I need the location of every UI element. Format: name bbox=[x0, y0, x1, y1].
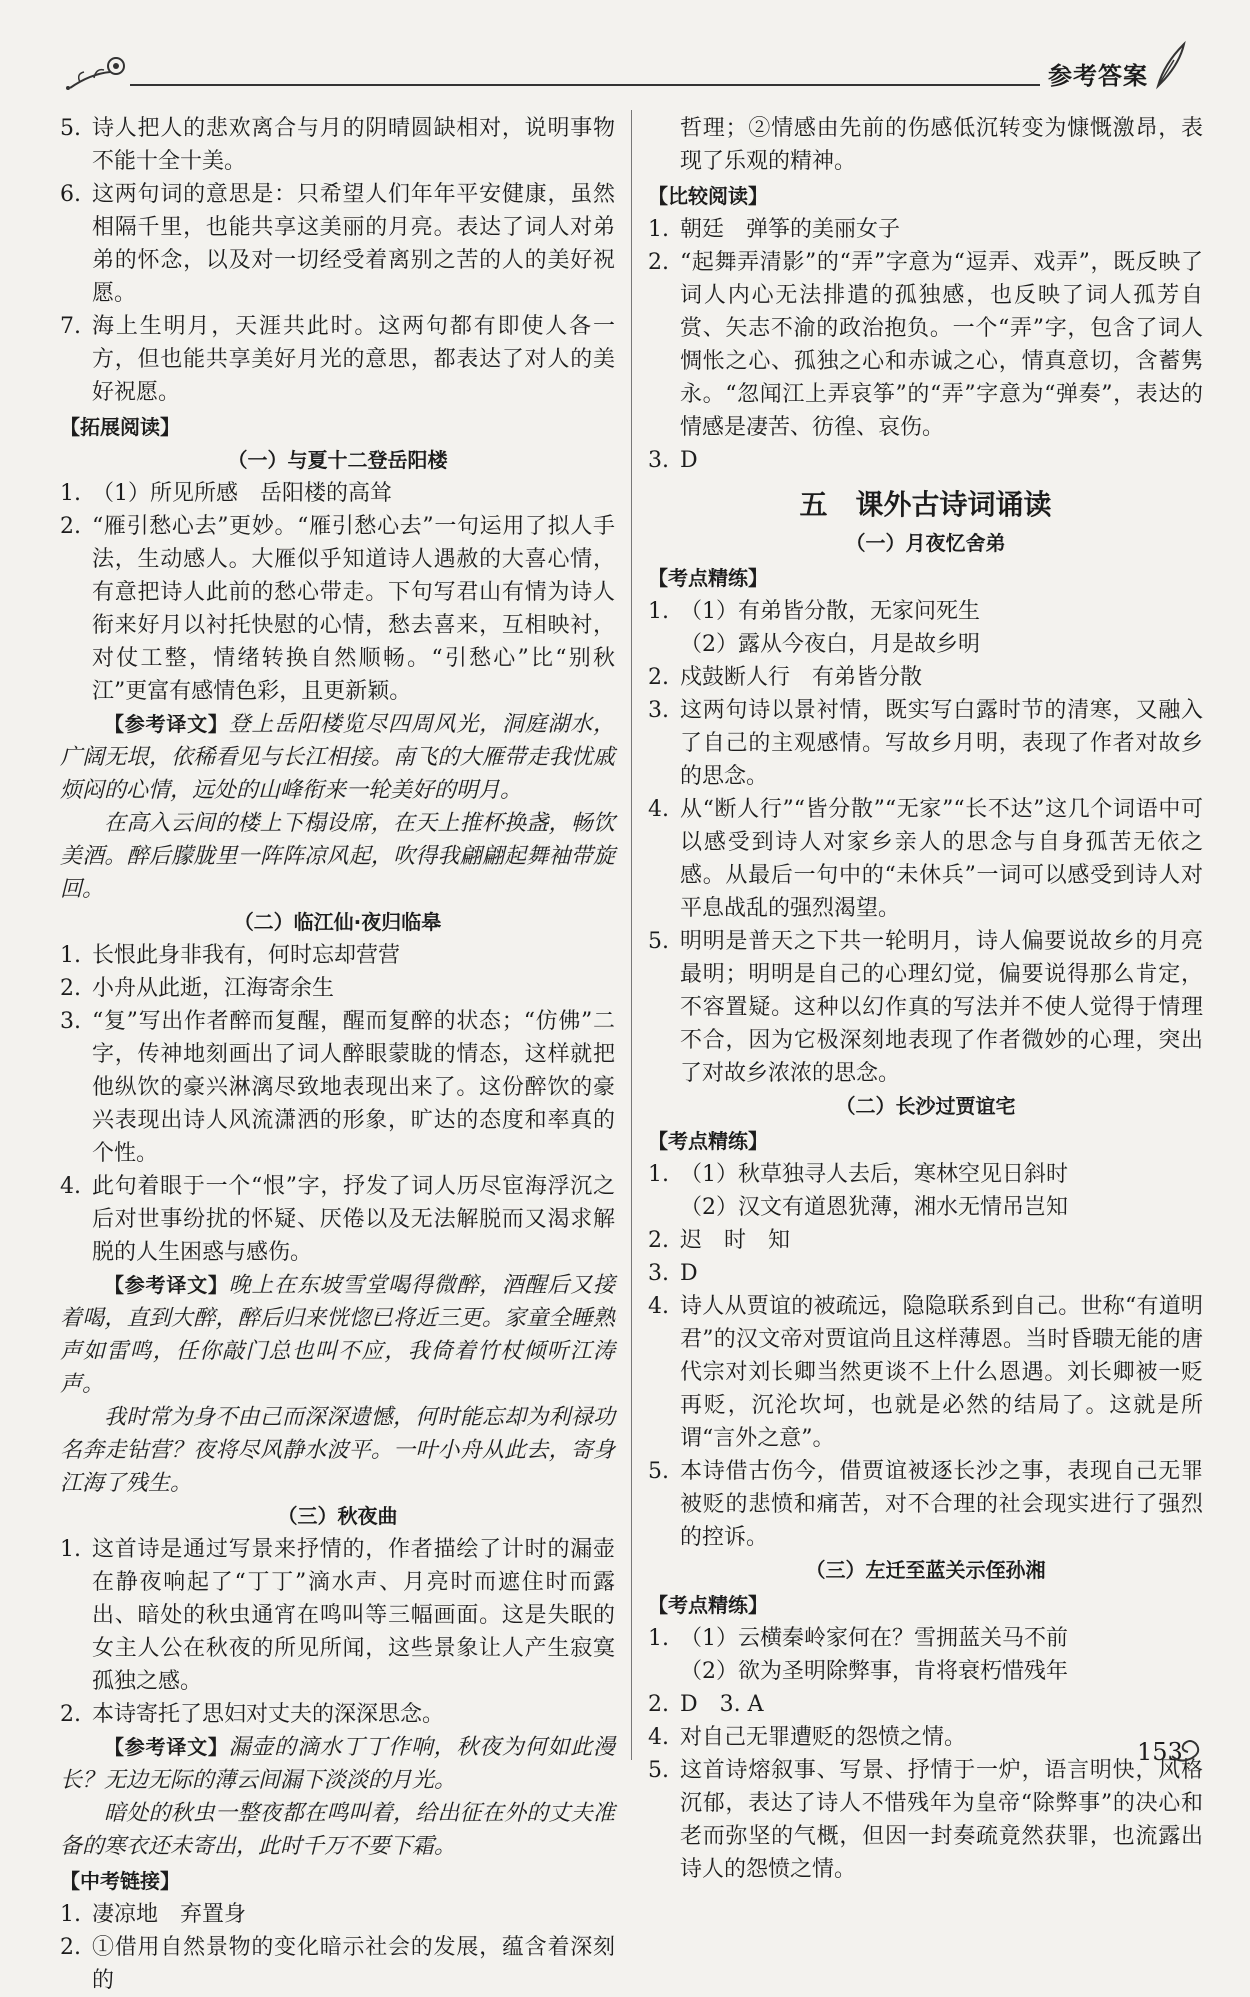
answer-item: 2. D 3. A bbox=[648, 1692, 764, 1717]
page-number: 153 bbox=[1137, 1738, 1183, 1766]
section-label-kaodian: 【考点精练】 bbox=[648, 1129, 768, 1153]
right-column bbox=[648, 112, 1203, 1886]
swirl-ornament-icon bbox=[1170, 1736, 1206, 1766]
answer-item: 4. 从“断人行”“皆分散”“无家”“长不达”这几个词语中可以感受到诗人对家乡亲人的思念与自身孤苦无依之感。从最后一句中的“未休兵”一词可以感受到诗人对平息战乱的强烈渴望。 bbox=[648, 797, 1203, 921]
subsection-title: （一）月夜忆舍弟 bbox=[845, 531, 1006, 555]
answer-item: 2. 小舟从此逝，江海寄余生 bbox=[60, 976, 335, 1001]
answer-item: 2. “雁引愁心去”更妙。“雁引愁心去”一句运用了拟人手法，生动感人。大雁似乎知道诗人遇赦的大喜心情，有意把诗人此前的愁心带走。下句写君山有情为诗人衔来好月以衬托快慰的心情，愁去喜来，互相映衬，对仗工整，情绪转换自然顺畅。“引愁心”比“别秋江”更富有感情色彩，且更新颖。 bbox=[60, 514, 615, 704]
header-rule bbox=[130, 84, 1040, 86]
answer-item: 4. 此句着眼于一个“恨”字，抒发了词人历尽宦海浮沉之后对世事纷扰的怀疑、厌倦以及无法解脱而又渴求解脱的人生困惑与感伤。 bbox=[60, 1174, 615, 1265]
page-title: 参考答案 bbox=[1048, 62, 1148, 90]
translation-paragraph: 【参考译文】登上岳阳楼览尽四周风光，洞庭湖水，广阔无垠，依稀看见与长江相接。南飞的大雁带走我忧戚烦闷的心情，远处的山峰衔来一轮美好的明月。 bbox=[60, 712, 615, 803]
answer-item: 1. （1）秋草独寻人去后，寒林空见日斜时 bbox=[648, 1162, 1068, 1187]
section-label-tuozhan: 【拓展阅读】 bbox=[60, 415, 180, 439]
answer-item: 2. “起舞弄清影”的“弄”字意为“逗弄、戏弄”，既反映了词人内心无法排遣的孤独感，也反映了词人孤芳自赏、矢志不渝的政治抱负。一个“弄”字，包含了词人惆怅之心、孤独之心和赤诚之心，情真意切，含蓄隽永。“忽闻江上弄哀筝”的“弄”字意为“弹奏”，表达的情感是凄苦、彷徨、哀伤。 bbox=[648, 250, 1203, 440]
translation-paragraph: 在高入云间的楼上下榻设席，在天上推杯换盏，畅饮美酒。醉后朦胧里一阵阵凉风起，吹得我翩翩起舞袖带旋回。 bbox=[60, 811, 615, 902]
flower-ornament-icon bbox=[60, 54, 130, 94]
page-header bbox=[60, 40, 1190, 100]
section-title: 五 课外古诗词诵读 bbox=[799, 488, 1052, 521]
translation-paragraph: 【参考译文】晚上在东坡雪堂喝得微醉，酒醒后又接着喝，直到大醉，醉后归来恍惚已将近三更。家童全睡熟声如雷鸣，任你敲门总也叫不应，我倚着竹杖倾听江涛声。 bbox=[60, 1273, 615, 1397]
answer-item: 1. （1）云横秦岭家何在？雪拥蓝关马不前 bbox=[648, 1626, 1068, 1651]
answer-item: 1. 朝廷 弹筝的美丽女子 bbox=[648, 217, 901, 242]
section-label-kaodian: 【考点精练】 bbox=[648, 566, 768, 590]
answer-subitem: （2）露从今夜白，月是故乡明 bbox=[680, 632, 980, 657]
translation-paragraph: 【参考译文】漏壶的滴水丁丁作响，秋夜为何如此漫长？无边无际的薄云间漏下淡淡的月光。 bbox=[60, 1735, 615, 1793]
subsection-title: （三）秋夜曲 bbox=[277, 1504, 398, 1528]
answer-item: 1. （1）有弟皆分散，无家问死生 bbox=[648, 599, 980, 624]
section-label-kaodian: 【考点精练】 bbox=[648, 1593, 768, 1617]
answer-item: 5. 本诗借古伤今，借贾谊被逐长沙之事，表现自己无罪被贬的悲愤和痛苦，对不合理的社会现实进行了强烈的控诉。 bbox=[648, 1459, 1203, 1550]
answer-item: 1. 长恨此身非我有，何时忘却营营 bbox=[60, 943, 401, 968]
subsection-title: （二）长沙过贾谊宅 bbox=[835, 1094, 1016, 1118]
section-label-bijiao: 【比较阅读】 bbox=[648, 184, 768, 208]
answer-item: 2. 迟 时 知 bbox=[648, 1228, 791, 1253]
translation-paragraph: 我时常为身不由己而深深遗憾，何时能忘却为利禄功名奔走钻营？夜将尽风静水波平。一叶小舟从此去，寄身江海了残生。 bbox=[60, 1405, 615, 1496]
subsection-title: （二）临江仙·夜归临皋 bbox=[233, 910, 442, 934]
answer-item: 1. 凄凉地 弃置身 bbox=[60, 1902, 247, 1927]
answer-item: 4. 诗人从贾谊的被疏远，隐隐联系到自己。世称“有道明君”的汉文帝对贾谊尚且这样薄恩。当时昏聩无能的唐代宗对刘长卿当然更谈不上什么恩遇。刘长卿被一贬再贬，沉沦坎坷，也就是必然的结局了。这就是所谓“言外之意”。 bbox=[648, 1294, 1203, 1451]
answer-subitem: （2）欲为圣明除弊事，肯将衰朽惜残年 bbox=[680, 1659, 1068, 1684]
answer-item: 1. （1）所见所感 岳阳楼的高耸 bbox=[60, 481, 392, 506]
answer-item: 3. 这两句诗以景衬情，既实写白露时节的清寒，又融入了自己的主观感情。写故乡月明，表现了作者对故乡的思念。 bbox=[648, 698, 1203, 789]
answer-continuation: 哲理；②情感由先前的伤感低沉转变为慷慨激昂，表现了乐观的精神。 bbox=[680, 116, 1203, 174]
answer-item: 5. 明明是普天之下共一轮明月，诗人偏要说故乡的月亮最明；明明是自己的心理幻觉，偏要说得那么肯定，不容置疑。这种以幻作真的写法并不使人觉得于情理不合，因为它极深刻地表现了作者微妙的心理，突出了对故乡浓浓的思念。 bbox=[648, 929, 1203, 1086]
answer-item: 6. 这两句词的意思是：只希望人们年年平安健康，虽然相隔千里，也能共享这美丽的月亮。表达了词人对弟弟的怀念，以及对一切经受着离别之苦的人的美好祝愿。 bbox=[60, 182, 615, 306]
answer-item: 7. 海上生明月，天涯共此时。这两句都有即使人各一方，但也能共享美好月光的意思，都表达了对人的美好祝愿。 bbox=[60, 314, 615, 405]
subsection-title: （一）与夏十二登岳阳楼 bbox=[227, 448, 448, 472]
answer-item: 2. 戍鼓断人行 有弟皆分散 bbox=[648, 665, 923, 690]
section-label-zhongkao: 【中考链接】 bbox=[60, 1869, 180, 1893]
answer-item: 3. D bbox=[648, 448, 698, 473]
column-divider bbox=[631, 110, 632, 1760]
answer-item: 1. 这首诗是通过写景来抒情的，作者描绘了计时的漏壶在静夜响起了“丁丁”滴水声、月亮时而遮住时而露出、暗处的秋虫通宵在鸣叫等三幅画面。这是失眠的女主人公在秋夜的所见所闻，这些景象让人产生寂寞孤独之感。 bbox=[60, 1537, 615, 1694]
answer-item: 2. 本诗寄托了思妇对丈夫的深深思念。 bbox=[60, 1702, 445, 1727]
answer-item: 4. 对自己无罪遭贬的怨愤之情。 bbox=[648, 1725, 967, 1750]
answer-subitem: （2）汉文有道恩犹薄，湘水无情吊岂知 bbox=[680, 1195, 1068, 1220]
subsection-title: （三）左迁至蓝关示侄孙湘 bbox=[805, 1558, 1046, 1582]
answer-item: 3. “复”写出作者醉而复醒，醒而复醉的状态；“仿佛”二字，传神地刻画出了词人醉眼蒙眬的情态，这样就把他纵饮的豪兴淋漓尽致地表现出来了。这份醉饮的豪兴表现出诗人风流潇洒的形象，旷达的态度和率真的个性。 bbox=[60, 1009, 615, 1166]
answer-item: 5. 诗人把人的悲欢离合与月的阴晴圆缺相对，说明事物不能十全十美。 bbox=[60, 116, 615, 174]
quill-icon bbox=[1150, 40, 1190, 90]
left-column bbox=[60, 112, 615, 1997]
translation-paragraph: 暗处的秋虫一整夜都在鸣叫着，给出征在外的丈夫准备的寒衣还未寄出，此时千万不要下霜。 bbox=[60, 1801, 615, 1859]
answer-item: 5. 这首诗熔叙事、写景、抒情于一炉，语言明快，风格沉郁，表达了诗人不惜残年为皇帝“除弊事”的决心和老而弥坚的气概，但因一封奏疏竟然获罪，也流露出诗人的怨愤之情。 bbox=[648, 1758, 1203, 1882]
answer-item: 3. D bbox=[648, 1261, 698, 1286]
answer-item: 2. ①借用自然景物的变化暗示社会的发展，蕴含着深刻的 bbox=[60, 1935, 615, 1993]
